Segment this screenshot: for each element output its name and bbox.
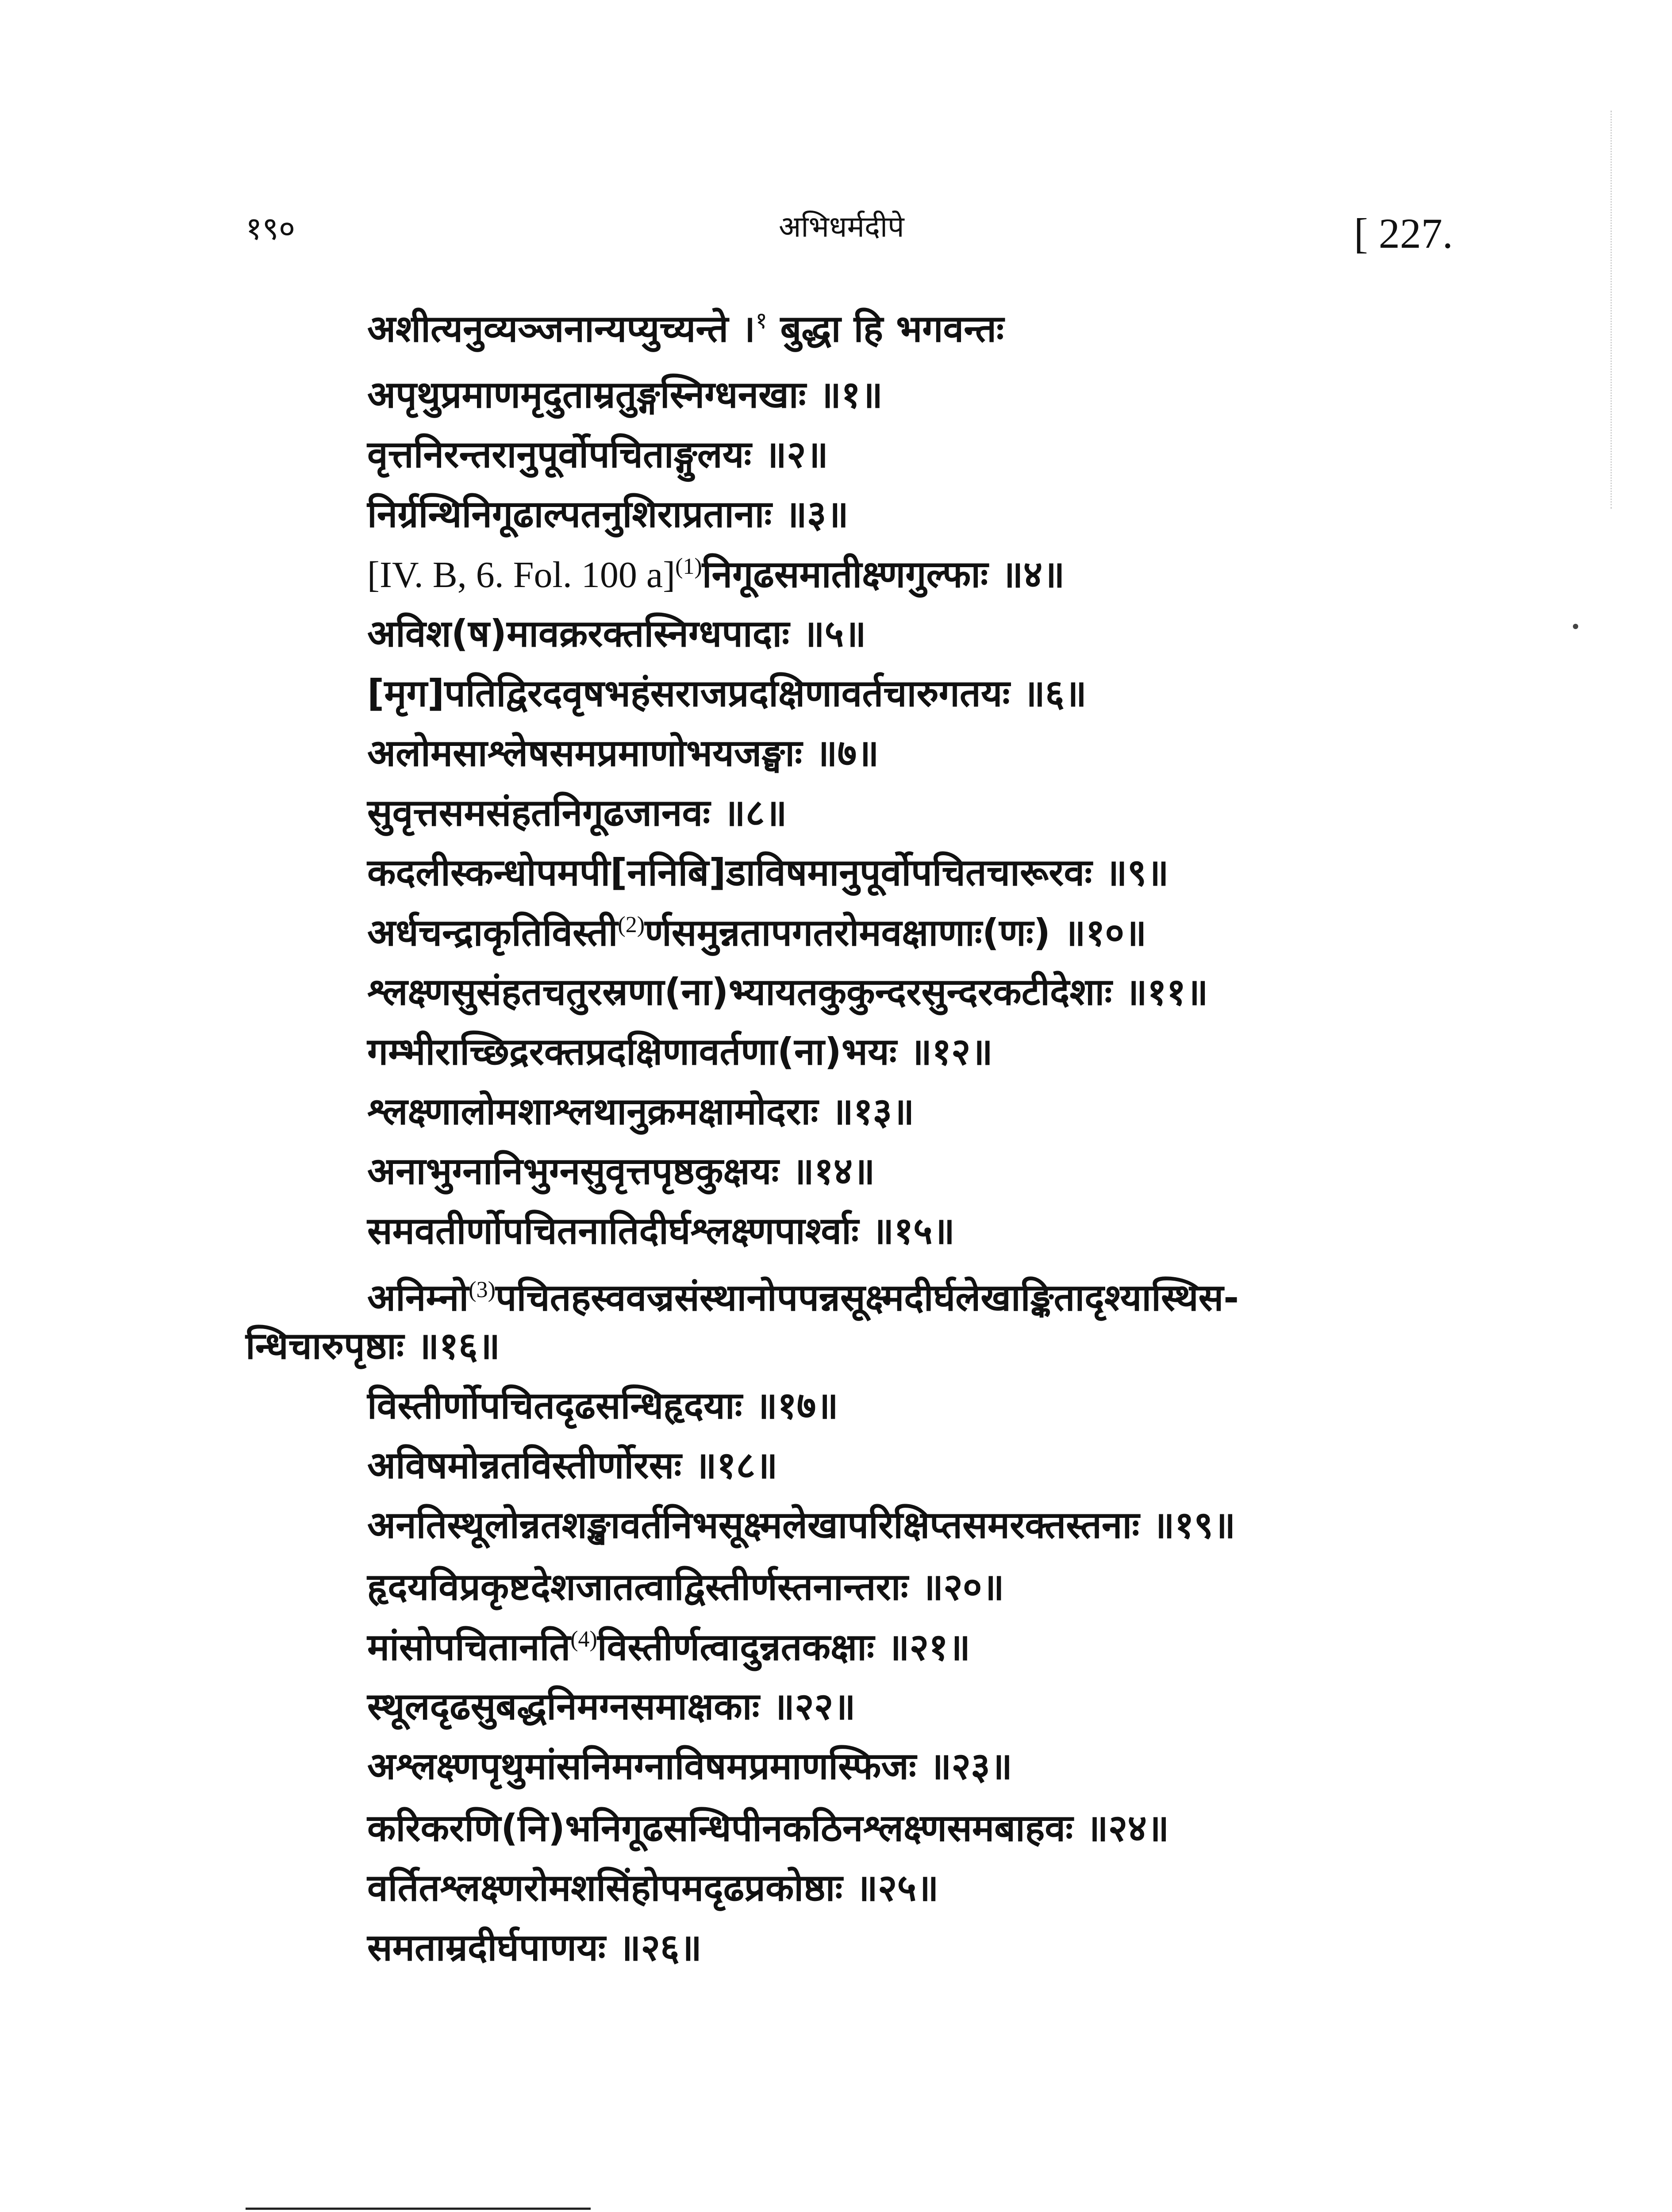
verse-line: [367, 1744, 1013, 1788]
verse-text: वर्तितश्लक्ष्णरोमशसिंहोपमदृढप्रकोष्ठाः ॥२५॥: [367, 1866, 939, 1909]
verse-line: [367, 1926, 702, 1969]
verse-text: विस्तीर्णोपचितदृढसन्धिहृदयाः ॥१७॥: [367, 1384, 838, 1427]
verse-text-continued: बुद्धा हि भगवन्तः: [767, 307, 1004, 350]
verse-text: करिकरणि(नि)भनिगूढसन्धिपीनकठिनश्लक्ष्णसमबाहवः ॥२४॥: [367, 1806, 1169, 1850]
scan-speck: [1573, 624, 1578, 629]
verse-text: निगूढसमातीक्ष्णगुल्फाः ॥४॥: [702, 553, 1065, 596]
footnote-ref: (1): [675, 554, 702, 579]
verse-line: [367, 1565, 1004, 1609]
verse-text: अनतिस्थूलोन्नतशङ्खावर्तनिभसूक्ष्मलेखापरिक्षिप्तसमरक्तस्तनाः ॥१९॥: [367, 1503, 1236, 1547]
verse-text: अशीत्यनुव्यञ्जनान्यप्युच्यन्ते ।: [367, 307, 756, 350]
verse-text: निर्ग्रन्थिनिगूढाल्पतनुशिराप्रतानाः ॥३॥: [367, 492, 849, 536]
verse-line: [367, 1030, 993, 1073]
scan-edge-marks: [1611, 111, 1616, 509]
verse-text: अर्धचन्द्राकृतिविस्ती: [367, 911, 618, 954]
verse-text: अश्लक्ष्णपृथुमांसनिमग्नाविषमप्रमाणस्फिजः ॥२३॥: [367, 1744, 1013, 1788]
verse-text: अविश(ष)मावक्ररक्तस्निग्धपादाः ॥५॥: [367, 612, 866, 655]
verse-line: [367, 1209, 955, 1252]
verse-line: [246, 1324, 500, 1367]
footnote-ref: (3): [469, 1277, 496, 1302]
verse-line: [367, 731, 879, 775]
verse-line: [367, 1444, 778, 1487]
verse-text: अनिम्नो: [367, 1276, 469, 1319]
verse-line: [367, 970, 1208, 1014]
folio-reference: [IV. B, 6. Fol. 100 a]: [367, 554, 676, 595]
verse-line: [367, 1866, 939, 1909]
verse-line: [367, 555, 1065, 594]
verse-text-continued: विस्तीर्णत्वादुन्नतकक्षाः ॥२१॥: [597, 1625, 971, 1669]
manuscript-page-marker: [ 227.: [1354, 210, 1453, 257]
footnote-ref: (2): [618, 912, 645, 937]
page-number: १९०: [246, 210, 296, 247]
verse-text: न्धिचारुपृष्ठाः ॥१६॥: [246, 1324, 500, 1367]
verse-text-continued: पचितहस्ववज्रसंस्थानोपपन्नसूक्ष्मदीर्घलेखाङ्कितादृश्यास्थिस-: [495, 1276, 1239, 1319]
verse-line: [367, 612, 866, 655]
verse-text: समवतीर्णोपचितनातिदीर्घश्लक्ष्णपार्श्वाः ॥१५॥: [367, 1209, 955, 1252]
verse-text: वृत्तनिरन्तरानुपूर्वोपचिताङ्गुलयः ॥२॥: [367, 433, 828, 476]
verse-line: [367, 433, 828, 476]
verse-text: समताम्रदीर्घपाणयः ॥२६॥: [367, 1926, 702, 1969]
verse-text: स्थूलदृढसुबद्धनिमग्नसमाक्षकाः ॥२२॥: [367, 1685, 856, 1728]
verse-text-continued: र्णसमुन्नतापगतरोमवक्षाणाः(णः) ॥१०॥: [645, 911, 1147, 954]
footnote-rule: [246, 2208, 591, 2210]
verse-line: [367, 911, 1147, 954]
verse-text: अपृथुप्रमाणमृदुताम्रतुङ्गस्निग्धनखाः ॥१॥: [367, 373, 883, 416]
verse-text: गम्भीराच्छिद्ररक्तप्रदक्षिणावर्तणा(ना)भयः ॥१२॥: [367, 1030, 993, 1073]
verse-text: अलोमसाश्लेषसमप्रमाणोभयजङ्घाः ॥७॥: [367, 731, 879, 775]
footnote-ref: (4): [570, 1627, 597, 1652]
verse-line: [367, 1503, 1236, 1547]
verse-line: [367, 492, 849, 536]
verse-text: हृदयविप्रकृष्टदेशजातत्वाद्विस्तीर्णस्तनान्तराः ॥२०॥: [367, 1565, 1004, 1609]
verse-text: कदलीस्कन्धोपमपी[ननिबि]डाविषमानुपूर्वोपचितचारूरवः ॥९॥: [367, 851, 1169, 894]
verse-line: [367, 1625, 971, 1669]
verse-line: [367, 1090, 915, 1133]
verse-text: [मृग]पतिद्विरदवृषभहंसराजप्रदक्षिणावर्तचारुगतयः ॥६॥: [367, 672, 1087, 715]
verse-text: अनाभुग्नानिभुग्नसुवृत्तपृष्ठकुक्षयः ॥१४॥: [367, 1149, 875, 1193]
verse-line: [367, 373, 883, 416]
verse-line: [367, 307, 1004, 350]
verse-line: [367, 851, 1169, 894]
footnote-ref: १: [755, 308, 768, 334]
verse-text: अविषमोन्नतविस्तीर्णोरसः ॥१८॥: [367, 1444, 778, 1487]
verse-text: श्लक्ष्णालोमशाश्लथानुक्रमक्षामोदराः ॥१३॥: [367, 1090, 915, 1133]
verse-text: सुवृत्तसमसंहतनिगूढजानवः ॥८॥: [367, 791, 787, 834]
verse-text: मांसोपचितानति: [367, 1625, 571, 1669]
verse-text: श्लक्ष्णसुसंहतचतुरस्रणा(ना)भ्यायतकुकुन्दरसुन्दरकटीदेशाः ॥११॥: [367, 970, 1208, 1014]
verse-line: [367, 1384, 838, 1427]
running-title: अभिधर्मदीपे: [779, 210, 904, 244]
verse-line: [367, 1806, 1169, 1850]
verse-line: [367, 791, 787, 834]
verse-line: [367, 1276, 1239, 1319]
verse-line: [367, 1149, 875, 1193]
verse-line: [367, 1685, 856, 1728]
verse-line: [367, 672, 1087, 715]
